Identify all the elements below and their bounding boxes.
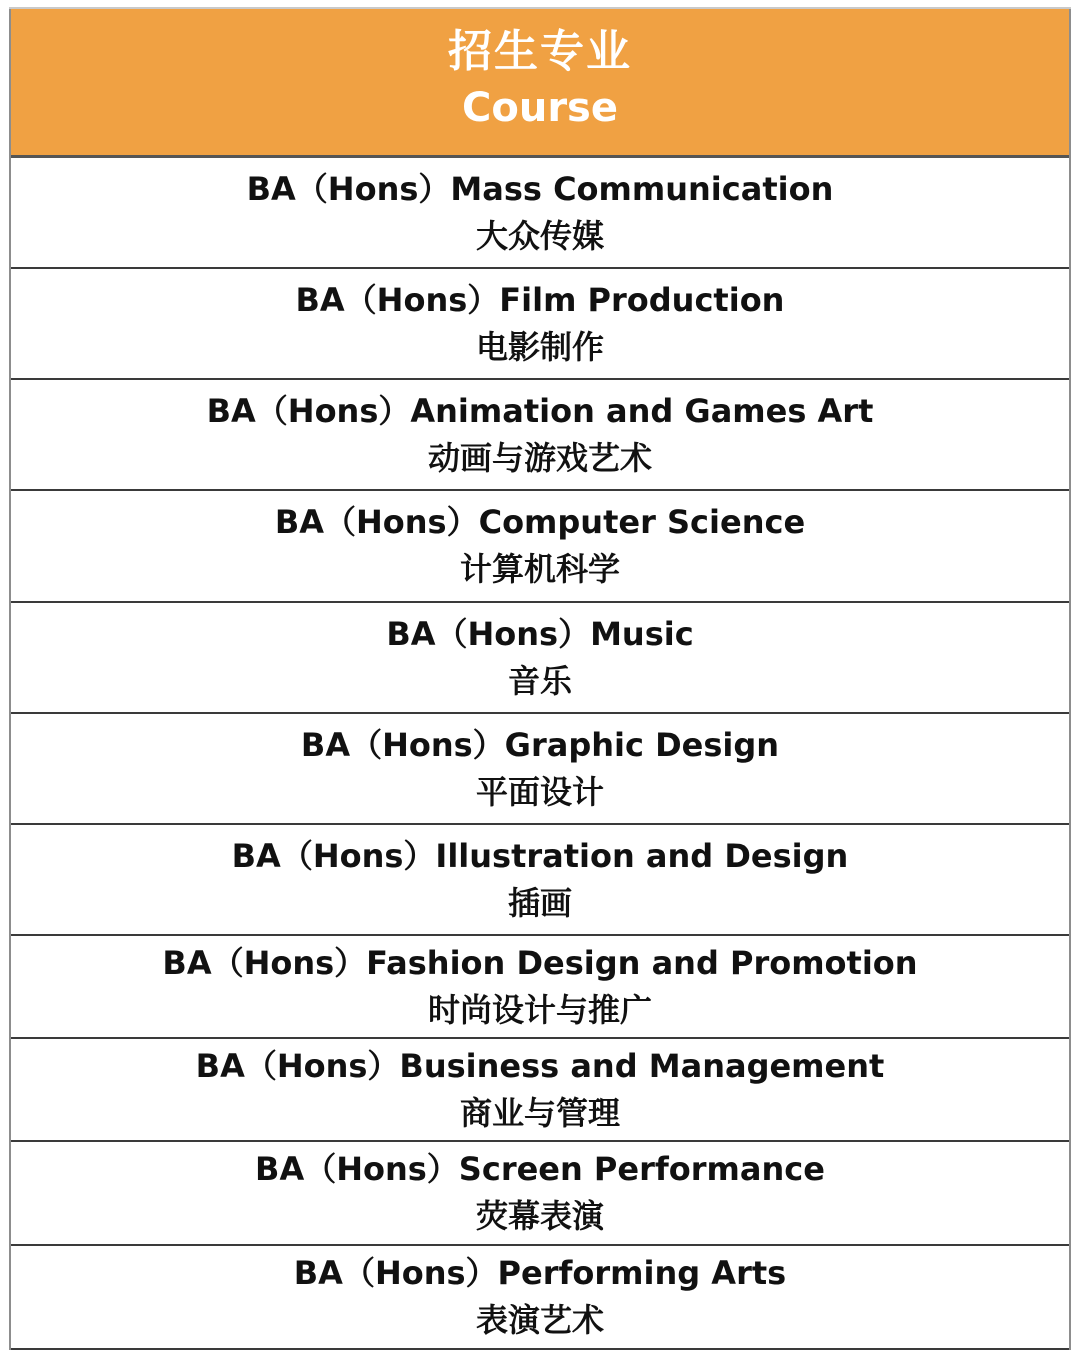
course-name-en: BA（Hons）Animation and Games Art bbox=[206, 391, 874, 430]
course-name-en: BA（Hons）Film Production bbox=[295, 280, 785, 319]
course-name-en: BA（Hons）Graphic Design bbox=[300, 725, 780, 764]
table-row bbox=[11, 158, 1069, 269]
course-name-cn: 音乐 bbox=[507, 661, 572, 700]
course-name-en: BA（Hons）Music bbox=[386, 614, 694, 653]
table-row bbox=[11, 603, 1069, 714]
course-name-en: BA（Hons）Business and Management bbox=[195, 1046, 885, 1085]
course-name-cn: 动画与游戏艺术 bbox=[427, 438, 652, 477]
course-name-cn: 荧幕表演 bbox=[475, 1197, 604, 1235]
table-row bbox=[11, 491, 1069, 603]
table-header bbox=[11, 9, 1069, 158]
table-row bbox=[11, 936, 1069, 1039]
table-row bbox=[11, 1039, 1069, 1142]
course-name-en: BA（Hons）Performing Arts bbox=[293, 1254, 787, 1292]
course-name-cn: 商业与管理 bbox=[459, 1093, 620, 1132]
table-row bbox=[11, 714, 1069, 825]
course-name-cn: 插画 bbox=[507, 883, 572, 922]
table-row bbox=[11, 825, 1069, 936]
header-title-cn: 招生专业 bbox=[448, 26, 632, 77]
header-title-en: Course bbox=[462, 85, 618, 131]
course-table bbox=[9, 9, 1071, 1350]
course-name-cn: 大众传媒 bbox=[475, 216, 604, 255]
table-row bbox=[11, 269, 1069, 380]
table-row bbox=[11, 1246, 1069, 1350]
course-name-cn: 计算机科学 bbox=[459, 550, 620, 588]
course-name-en: BA（Hons）Screen Performance bbox=[255, 1150, 825, 1188]
course-name-cn: 表演艺术 bbox=[475, 1301, 604, 1339]
course-name-en: BA（Hons）Mass Communication bbox=[246, 169, 834, 208]
table-row bbox=[11, 380, 1069, 491]
table-row bbox=[11, 1142, 1069, 1246]
course-name-en: BA（Hons）Illustration and Design bbox=[231, 836, 849, 875]
course-name-en: BA（Hons）Computer Science bbox=[274, 503, 806, 541]
course-name-cn: 电影制作 bbox=[475, 327, 604, 366]
course-name-cn: 时尚设计与推广 bbox=[427, 990, 652, 1029]
course-name-en: BA（Hons）Fashion Design and Promotion bbox=[162, 943, 918, 982]
course-name-cn: 平面设计 bbox=[475, 772, 604, 811]
